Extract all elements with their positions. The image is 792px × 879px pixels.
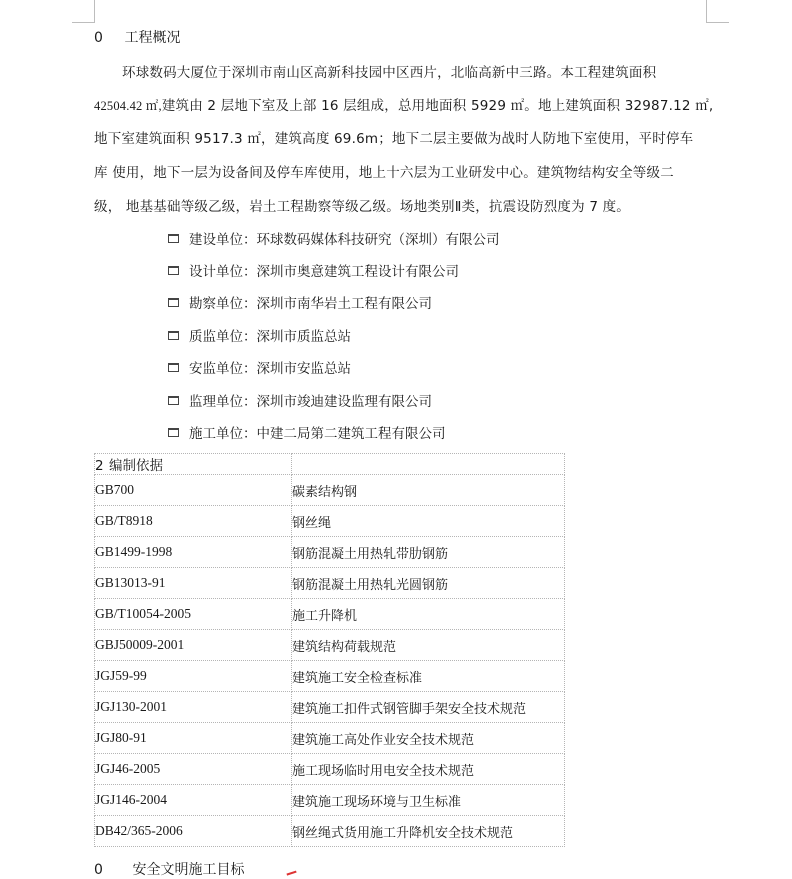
standard-code: DB42/365-2006: [95, 816, 292, 847]
standard-title: 建筑施工高处作业安全技术规范: [292, 723, 565, 754]
checkbox-icon: [168, 428, 179, 437]
table-row: [95, 692, 565, 723]
unit-item: [168, 390, 432, 410]
section-number: 2: [95, 458, 104, 474]
unit-text: 监理单位：深圳市竣迪建设监理有限公司: [189, 394, 432, 410]
checkbox-icon: [168, 331, 179, 340]
standard-code: JGJ59-99: [95, 661, 292, 692]
standard-title: 钢丝绳式货用施工升降机安全技术规范: [292, 816, 565, 847]
table-row: [95, 506, 565, 537]
standard-title: 建筑施工扣件式钢管脚手架安全技术规范: [292, 692, 565, 723]
table-row: [95, 723, 565, 754]
page-corner-mark-right: [706, 0, 729, 23]
standard-code: JGJ46-2005: [95, 754, 292, 785]
unit-item: [168, 260, 459, 280]
standard-code: GB/T8918: [95, 506, 292, 537]
table-row: [95, 475, 565, 506]
table-row: [95, 568, 565, 599]
checkbox-icon: [168, 298, 179, 307]
overview-line-2-text: 建筑由 2 层地下室及上部 16 层组成，总用地面积 5929 ㎡。地上建筑面积 32987.12 ㎡,: [161, 98, 714, 114]
section-heading-overview: [94, 27, 180, 47]
basis-heading: [95, 454, 292, 475]
standard-code: GB1499-1998: [95, 537, 292, 568]
unit-text: 建设单位：环球数码媒体科技研究（深圳）有限公司: [189, 232, 500, 248]
standard-title: 钢筋混凝土用热轧光圆钢筋: [292, 568, 565, 599]
section-title: 安全文明施工目标: [132, 862, 245, 878]
standard-code: GBJ50009-2001: [95, 630, 292, 661]
standard-title: 建筑施工现场环境与卫生标准: [292, 785, 565, 816]
section-heading-safety: [94, 859, 244, 879]
overview-line-3: 地下室建筑面积 9517.3 ㎡，建筑高度 69.6m；地下二层主要做为战时人防地下室使用，平时停车: [94, 131, 694, 147]
page-corner-mark-left: [72, 0, 95, 23]
overview-line-1: 环球数码大厦位于深圳市南山区高新科技园中区西片，北临高新中三路。本工程建筑面积: [122, 65, 657, 81]
unit-item: [168, 228, 500, 248]
table-row: [95, 754, 565, 785]
unit-text: 质监单位：深圳市质监总站: [189, 329, 351, 345]
standard-title: 施工现场临时用电安全技术规范: [292, 754, 565, 785]
standard-code: JGJ146-2004: [95, 785, 292, 816]
standard-title: 碳素结构钢: [292, 475, 565, 506]
table-row: [95, 661, 565, 692]
standard-code: JGJ130-2001: [95, 692, 292, 723]
table-row: [95, 630, 565, 661]
standard-code: GB/T10054-2005: [95, 599, 292, 630]
table-row: [95, 816, 565, 847]
unit-item: [168, 422, 446, 442]
section-number: 0: [94, 862, 103, 878]
unit-item: [168, 357, 351, 377]
section-number: 0: [94, 30, 103, 46]
standard-title: 钢筋混凝土用热轧带肋钢筋: [292, 537, 565, 568]
overview-line-2: [94, 94, 713, 114]
table-row: [95, 785, 565, 816]
basis-table: [94, 453, 565, 847]
checkbox-icon: [168, 234, 179, 243]
table-row: [95, 537, 565, 568]
overview-line-4: 库 使用，地下一层为设备间及停车库使用，地上十六层为工业研发中心。建筑物结构安全等级二: [94, 165, 674, 181]
standard-title: 施工升降机: [292, 599, 565, 630]
checkbox-icon: [168, 363, 179, 372]
unit-text: 勘察单位：深圳市南华岩土工程有限公司: [189, 296, 432, 312]
table-row: [95, 599, 565, 630]
standard-code: JGJ80-91: [95, 723, 292, 754]
unit-item: [168, 325, 351, 345]
checkbox-icon: [168, 396, 179, 405]
overview-area-value: 42504.42 ㎡,: [94, 99, 162, 113]
unit-text: 设计单位：深圳市奥意建筑工程设计有限公司: [189, 264, 459, 280]
unit-item: [168, 292, 432, 312]
standard-code: GB13013-91: [95, 568, 292, 599]
overview-line-5: 级， 地基基础等级乙级，岩土工程勘察等级乙级。场地类别Ⅱ类，抗震设防烈度为 7 度。: [94, 199, 631, 215]
standard-code: GB700: [95, 475, 292, 506]
standard-title: 建筑施工安全检查标准: [292, 661, 565, 692]
standard-title: 钢丝绳: [292, 506, 565, 537]
red-edit-mark: [286, 871, 297, 879]
section-title: 工程概况: [124, 30, 181, 46]
unit-text: 安监单位：深圳市安监总站: [189, 361, 351, 377]
section-title: 编制依据: [109, 458, 163, 474]
header-empty-cell: [292, 454, 565, 475]
checkbox-icon: [168, 266, 179, 275]
standard-title: 建筑结构荷载规范: [292, 630, 565, 661]
unit-text: 施工单位：中建二局第二建筑工程有限公司: [189, 426, 446, 442]
basis-table-header: [95, 454, 565, 475]
